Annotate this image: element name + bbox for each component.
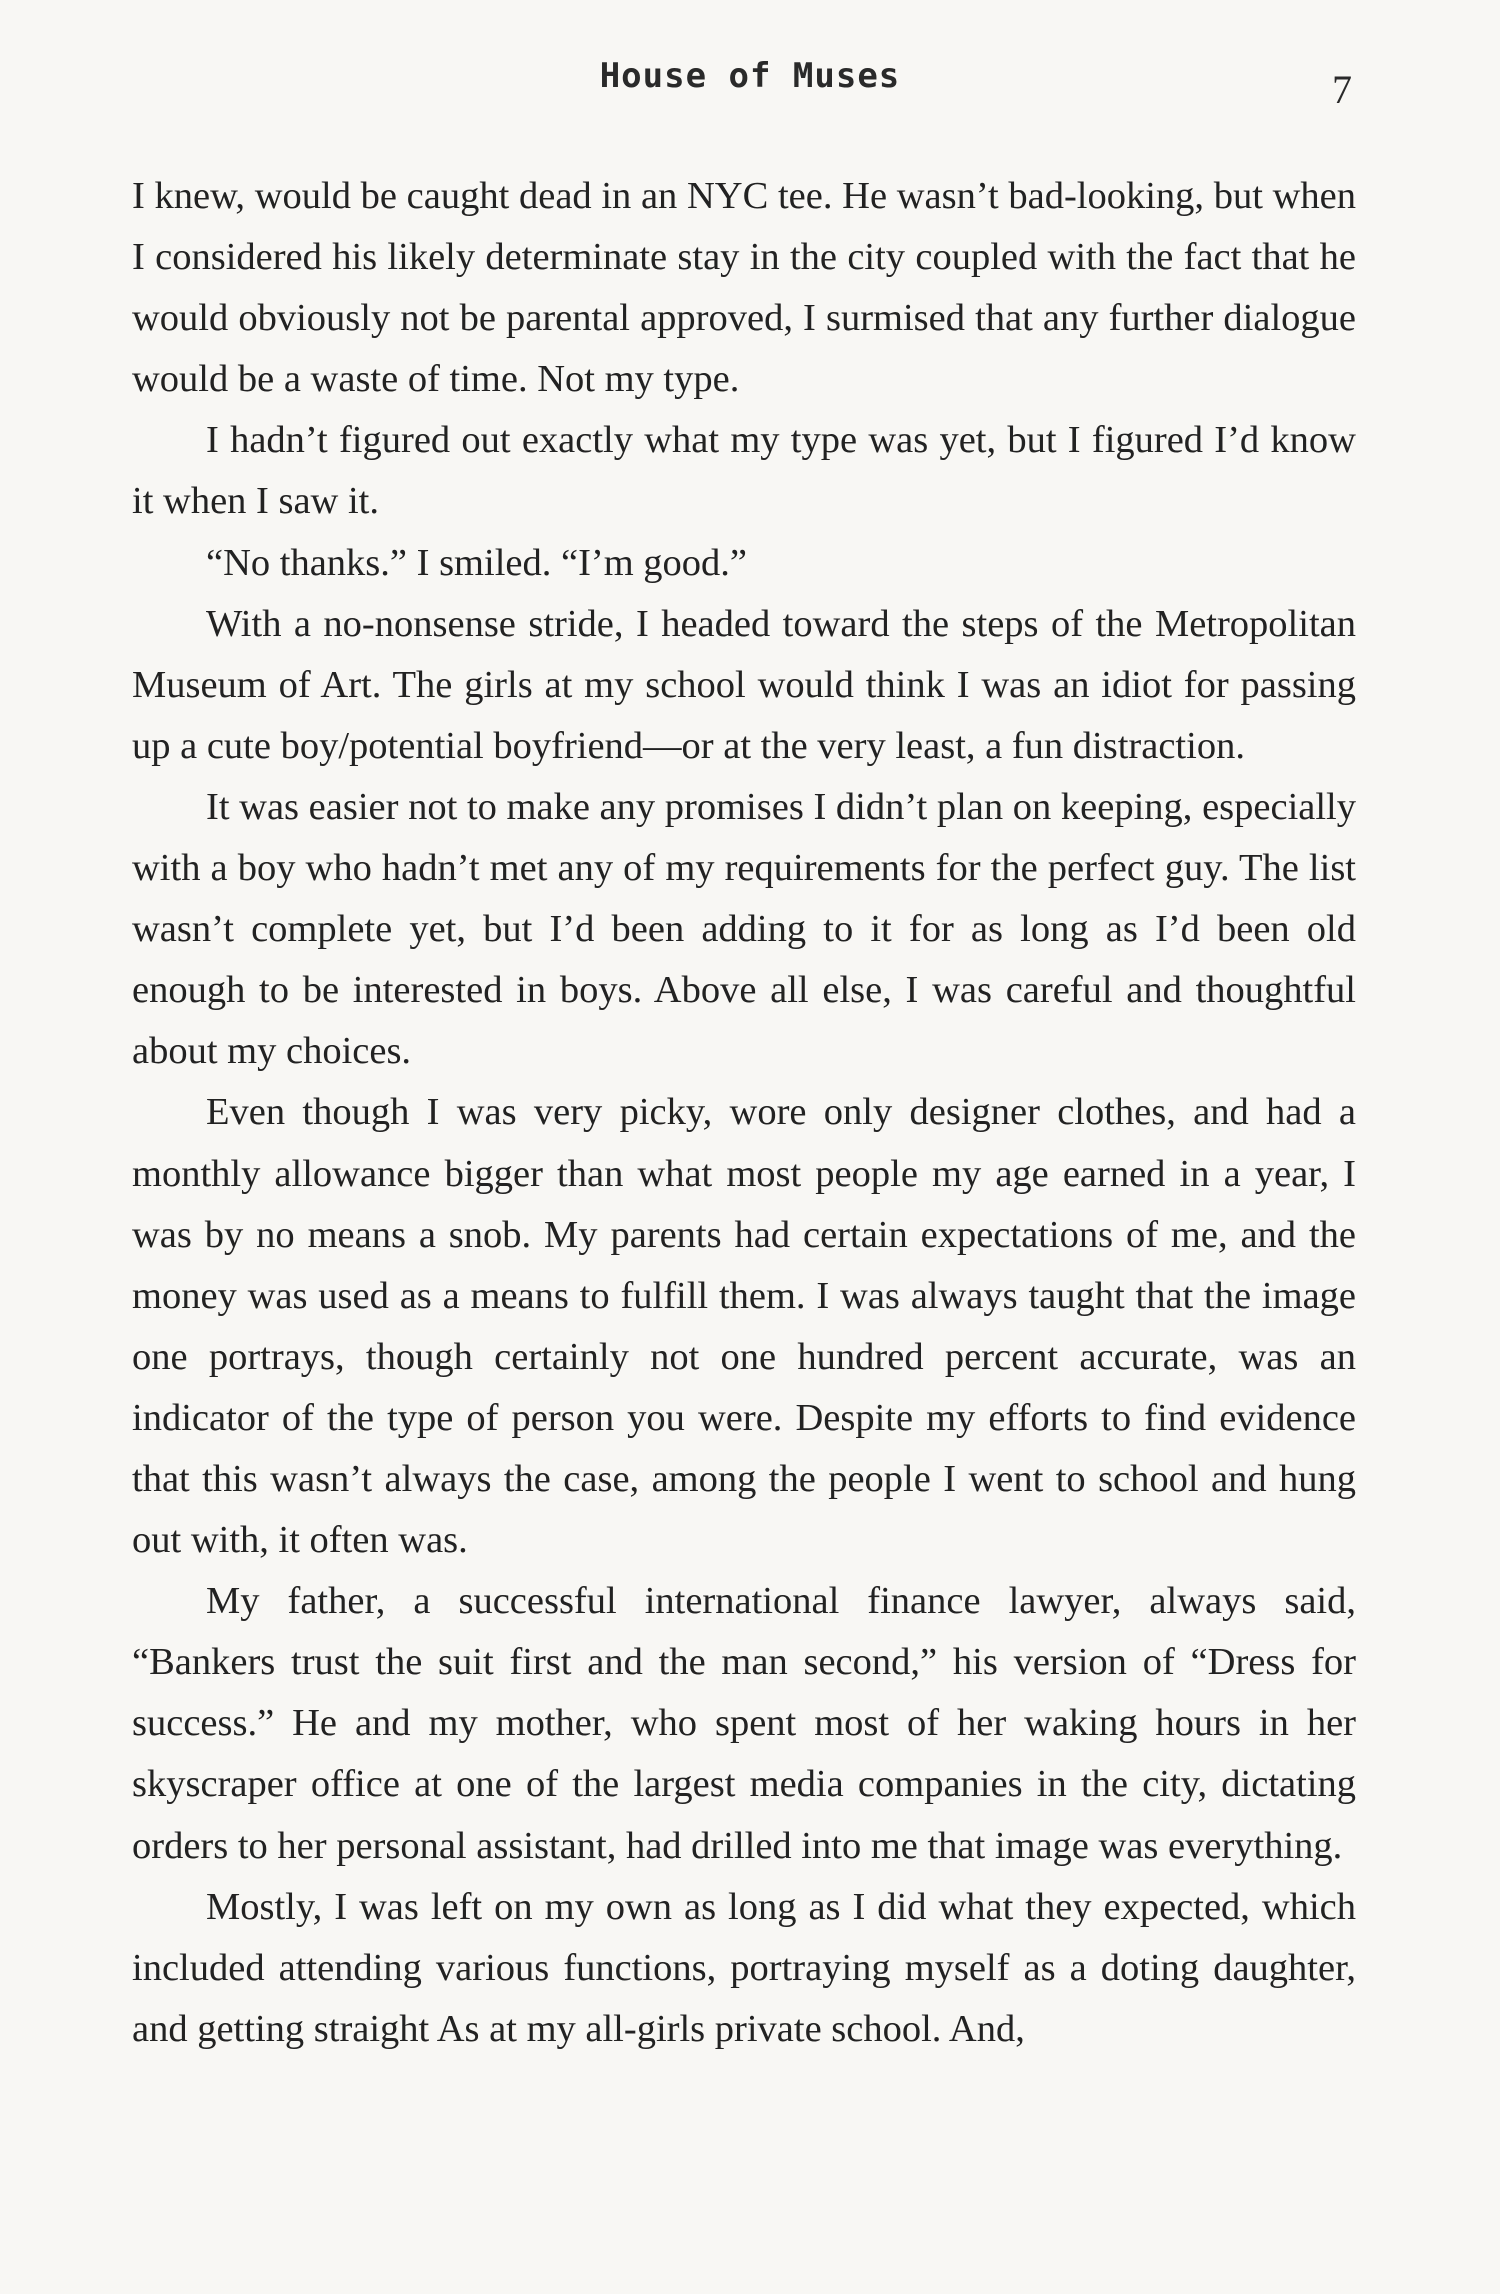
body-text <box>132 166 1356 2060</box>
paragraph: I knew, would be caught dead in an NYC tee. He wasn’t bad-looking, but when I considered his likely determinate stay in the city coupled with the fact that he would obviously not be parental approved, I surmised that any further dialogue would be a waste of time. Not my type. <box>132 175 1356 401</box>
paragraph: Mostly, I was left on my own as long as I did what they expected, which included attending various functions, portraying myself as a doting daughter, and getting straight As at my all-girls private school. And, <box>132 1885 1356 2050</box>
paragraph: It was easier not to make any promises I didn’t plan on keeping, especially with a boy who hadn’t met any of my requirements for the perfect guy. The list wasn’t complete yet, but I’d been adding to it for as long as I’d been old enough to be interested in boys. Above all else, I was careful and thoughtful about my choices. <box>132 785 1356 1073</box>
paragraph: I hadn’t figured out exactly what my type was yet, but I figured I’d know it when I saw it. <box>132 419 1356 523</box>
paragraph: With a no-nonsense stride, I headed toward the steps of the Metropolitan Museum of Art. The girls at my school would think I was an idiot for passing up a cute boy/potential boyfriend—or at the very least, a fun distraction. <box>132 602 1356 767</box>
paragraph: My father, a successful international finance lawyer, always said, “Bankers trust the suit first and the man second,” his version of “Dress for success.” He and my mother, who spent most of her waking hours in her skyscraper office at one of the largest media companies in the city, dictating orders to her personal assistant, had drilled into me that image was everything. <box>132 1580 1356 1867</box>
paragraph: “No thanks.” I smiled. “I’m good.” <box>206 541 747 584</box>
paragraph: Even though I was very picky, wore only designer clothes, and had a monthly allowance bigger than what most people my age earned in a year, I was by no means a snob. My parents had certain expectations of me, and the money was used as a means to fulfill them. I was always taught that the image one portrays, though certainly not one hundred percent accurate, was an indicator of the type of person you were. Despite my efforts to find evidence that this wasn’t always the case, among the people I went to school and hung out with, it often was. <box>132 1091 1356 1562</box>
running-title: House of Muses <box>599 56 901 96</box>
page-number: 7 <box>1332 67 1352 112</box>
